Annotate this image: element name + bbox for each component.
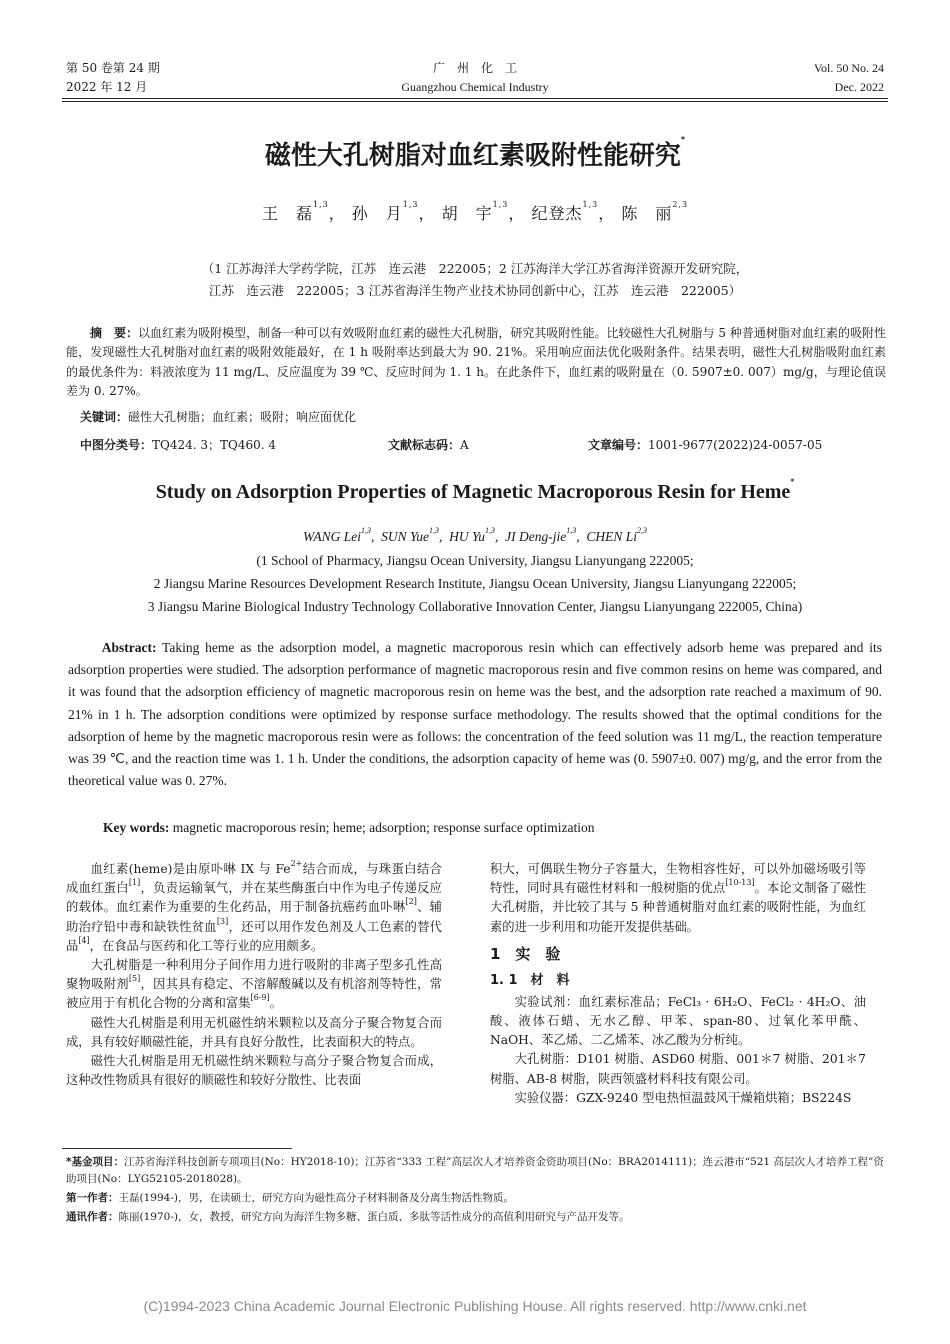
journal-name-cn: 广 州 化 工 [432, 61, 517, 75]
header-volume-en: Vol. 50 No. 24 [813, 61, 884, 75]
author-en: SUN Yue [381, 529, 429, 544]
author-cn: 纪登杰 [531, 204, 583, 223]
abstract-en-text: Taking heme as the adsorption model, a magnetic macroporous resin which can effectively adsorb heme was prepared and its adsorption properties were studied. The adsorption performance of magnetic macroporous resin and five common resins on heme was compared, and it was found that the adsorption efficiency of magnetic macroporous resin on heme was the best, and the adsorption rate reached a maximum of 90. 21% in 1 h. The adsorption conditions were optimized by response surface methodology. The results showed that the optimal conditions for the adsorption of heme by the magnetic macroporous resin were as follows: the concentration of the feed solution was 11 mg/L, the reaction temperature was 39 ℃, and the reaction time was 1. 1 h. Under the conditions, the adsorption capacity of heme was (0. 5907±0. 007) mg/g, and the error from the theoretical value was 0. 27%. [68, 640, 882, 789]
document-code: 文献标志码：A [388, 438, 469, 452]
header-rule-bottom [62, 101, 888, 102]
abstract-cn-label: 摘 要： [90, 326, 139, 340]
abstract-cn-text: 以血红素为吸附模型，制备一种可以有效吸附血红素的磁性大孔树脂，研究其吸附性能。比较磁性大孔树脂与 5 种普通树脂对血红素的吸附性能，发现磁性大孔树脂对血红素的吸附效能最好，在 1 h 吸附率达到最大为 90. 21%。采用响应面法优化吸附条件。结果表明，磁性大孔树脂吸附血红素的最优条件为：料液浓度为 11 mg/L、反应温度为 39 ℃、反应时间为 1. 1 h。在此条件下，血红素的吸附量在（0. 5907±0. 007）mg/g，与理论值误差为 0. 27%。 [66, 326, 886, 399]
page-title-en: Study on Adsorption Properties of Magnetic Macroporous Resin for Heme* [155, 477, 795, 503]
affiliation-en-line1: (1 School of Pharmacy, Jiangsu Ocean University, Jiangsu Lianyungang 222005; [256, 553, 694, 568]
author-list-en: WANG Lei$^{1,3}$, SUN Yue$^{1,3}$, HU Yu$^{1,3}$, JI Deng-jie$^{1,3}$, CHEN Li$^{2,3}$ [303, 526, 647, 544]
header-date-cn: 2022 年 12 月 [66, 80, 148, 94]
abstract-cn [66, 324, 886, 402]
header-rule-top [62, 98, 888, 99]
footnote-fund: *基金项目：江苏省海洋科技创新专项项目(No：HY2018-10)；江苏省“333 工程”高层次人才培养资金资助项目(No：BRA2014111)；连云港市“521 高层次人才培养工程”资助项目(No：LYG52105-2018028)。 [66, 1156, 884, 1185]
clc-number: 中图分类号：TQ424. 3；TQ460. 4 [80, 438, 277, 452]
abstract-en-label: Abstract: [101, 640, 157, 655]
footnote-corresponding-author: 通讯作者：陈丽(1970-)，女，教授，研究方向为海洋生物多糖、蛋白质、多肽等活性成分的高值利用研究与产品开发等。 [66, 1211, 630, 1223]
body-paragraph: 磁性大孔树脂是利用无机磁性纳米颗粒以及高分子聚合物复合而成，具有较好顺磁性能，并具有良好分散性，比表面积大的特点。 [66, 1015, 442, 1049]
affiliation-cn-line1: （1 江苏海洋大学药学院，江苏 连云港 222005；2 江苏海洋大学江苏省海洋资源开发研究院， [201, 261, 749, 276]
footnote-rule [62, 1148, 292, 1149]
author-cn: 陈 丽 [621, 204, 673, 223]
body-paragraph: 大孔树脂：D101 树脂、ASD60 树脂、001＊7 树脂、201＊7 树脂、AB-8 树脂，陕西领盛材料科技有限公司。 [490, 1052, 866, 1086]
article-number: 文章编号：1001-9677(2022)24-0057-05 [588, 438, 823, 452]
body-paragraph: 实验仪器：GZX-9240 型电热恒温鼓风干燥箱烘箱；BS224S [514, 1090, 852, 1105]
journal-name-en: Guangzhou Chemical Industry [401, 80, 549, 94]
body-paragraph: 磁性大孔树脂是用无机磁性纳米颗粒与高分子聚合物复合而成，这种改性物质具有很好的顺磁性和较好分散性、比表面 [66, 1054, 442, 1088]
author-cn: 胡 宇 [441, 204, 493, 223]
section-heading: 1 实 验 [490, 944, 561, 963]
keywords-cn: 关键词：磁性大孔树脂；血红素；吸附；响应面优化 [80, 410, 357, 424]
body-paragraph: 血红素(heme)是由原卟啉 IX 与 Fe$^{2+}$结合而成，与珠蛋白结合成血红蛋白[1]，负责运输氧气，并在某些酶蛋白中作为电子传递反应的载体。血红素作为重要的生化药品，用于制备抗癌药血卟啉[2]、辅助治疗铅中毒和缺铁性贫血[3]，还可以用作发色剂及人工色素的替代品[4]，在食品与医药和化工等行业的应用颇多。 [66, 859, 442, 953]
author-en: CHEN Li [586, 529, 637, 544]
header-volume-issue: 第 50 卷第 24 期 [66, 61, 160, 75]
keywords-en: Key words: magnetic macroporous resin; heme; adsorption; response surface optimization [103, 820, 595, 835]
footnote-first-author: 第一作者：王磊(1994-)，男，在读硕士，研究方向为磁性高分子材料制备及分离生物活性物质。 [66, 1192, 514, 1204]
author-en: HU Yu [449, 529, 485, 544]
abstract-en [68, 637, 882, 792]
subsection-heading: 1. 1 材 料 [490, 972, 570, 988]
page-title-cn: 磁性大孔树脂对血红素吸附性能研究* [264, 135, 686, 171]
affiliation-en-line3: 3 Jiangsu Marine Biological Industry Technology Collaborative Innovation Center, Jiangsu Lianyungang 222005, China) [147, 599, 803, 614]
affiliation-en-line2: 2 Jiangsu Marine Resources Development Research Institute, Jiangsu Ocean University, Jiangsu Lianyungang 222005; [153, 576, 797, 591]
copyright-notice: (C)1994-2023 China Academic Journal Electronic Publishing House. All rights reserved. http://www.cnki.net [143, 1298, 807, 1314]
body-column-left [66, 860, 442, 1090]
body-paragraph: 积大，可偶联生物分子容量大，生物相容性好，可以外加磁场吸引等特性，同时具有磁性材料和一般树脂的优点[10-13]。本论文制备了磁性大孔树脂，并比较了其与 5 种普通树脂对血红素的吸附性能，为血红素的进一步利用和功能开发提供基础。 [490, 862, 866, 934]
body-paragraph: 实验试剂：血红素标准品；FeCl₃ · 6H₂O、FeCl₂ · 4H₂O、油酸、液体石蜡、无水乙醇、甲苯、span-80、过氧化苯甲酰、NaOH、苯乙烯、二乙烯苯、冰乙酸为分析纯。 [490, 994, 866, 1048]
header-date-en: Dec. 2022 [834, 80, 884, 94]
body-column-right [490, 860, 866, 1108]
author-cn: 孙 月 [351, 204, 403, 223]
author-cn: 王 磊 [261, 204, 313, 223]
body-paragraph: 大孔树脂是一种利用分子间作用力进行吸附的非离子型多孔性高聚物吸附剂[5]，因其具有稳定、不溶解酸碱以及有机溶剂等特性，常被应用于有机化合物的分离和富集[6-9]。 [66, 958, 442, 1011]
affiliation-cn-line2: 江苏 连云港 222005；3 江苏省海洋生物产业技术协同创新中心，江苏 连云港 222005） [208, 283, 742, 298]
title-fund-mark: * [680, 135, 686, 144]
author-en: JI Deng-jie [505, 529, 567, 544]
author-en: WANG Lei [303, 529, 361, 544]
author-list-cn: 王 磊$^{1,3}$， 孙 月$^{1,3}$， 胡 宇$^{1,3}$， 纪登杰$^{1,3}$， 陈 丽$^{2,3}$ [261, 200, 689, 223]
